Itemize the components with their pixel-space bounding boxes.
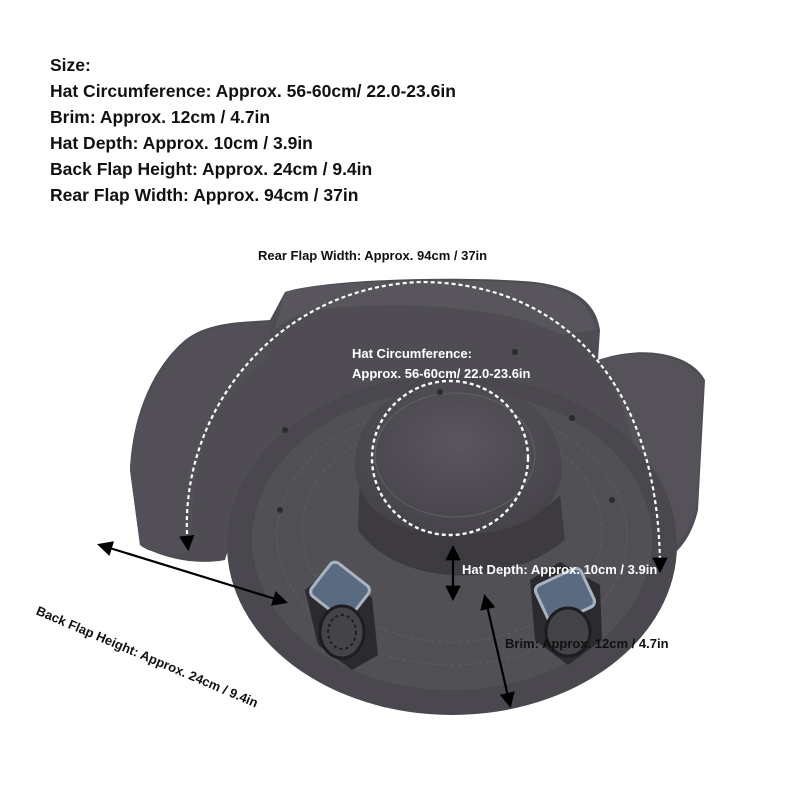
specs-heading: Size:: [50, 55, 91, 75]
rear-flap-width-label: Rear Flap Width: Approx. 94cm / 37in: [258, 248, 488, 263]
hat-depth-label: Hat Depth: Approx. 10cm / 3.9in: [462, 562, 658, 577]
spec-hat-depth: Hat Depth: Approx. 10cm / 3.9in: [50, 133, 313, 153]
hat-circumference-label-line1: Hat Circumference:: [352, 346, 472, 361]
spec-back-flap-height: Back Flap Height: Approx. 24cm / 9.4in: [50, 159, 373, 179]
brim-label: Brim: Approx. 12cm / 4.7in: [505, 636, 669, 651]
spec-rear-flap-width: Rear Flap Width: Approx. 94cm / 37in: [50, 185, 359, 205]
spec-brim: Brim: Approx. 12cm / 4.7in: [50, 107, 271, 127]
back-flap-height-label: Back Flap Height: Approx. 24cm / 9.4in: [34, 603, 261, 711]
spec-hat-circumference: Hat Circumference: Approx. 56-60cm/ 22.0-23.6in: [50, 81, 456, 101]
hat-circumference-label-line2: Approx. 56-60cm/ 22.0-23.6in: [352, 366, 531, 381]
